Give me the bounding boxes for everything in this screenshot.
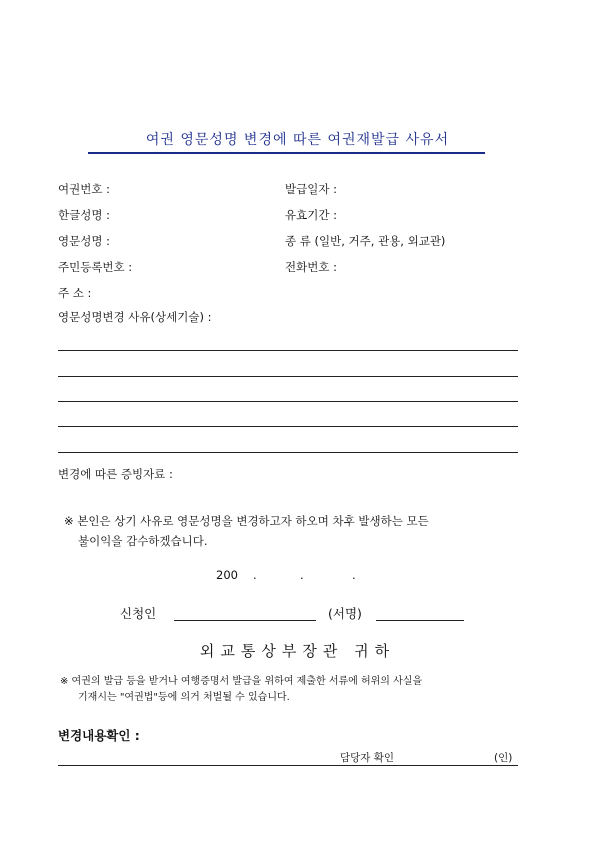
- signature-label: (서명): [328, 606, 362, 621]
- korean-name-label: 한글성명 :: [58, 208, 110, 222]
- pledge-line-2: 불이익을 감수하겠습니다.: [78, 534, 208, 548]
- officer-confirm-label: 담당자 확인: [340, 752, 395, 764]
- address-label: 주 소 :: [58, 286, 92, 300]
- expiry-label: 유효기간 :: [285, 208, 337, 222]
- warning-line-2: 기재시는 "여권법"등에 의거 처벌될 수 있습니다.: [78, 692, 290, 703]
- pledge-line-1: ※ 본인은 상기 사유로 영문성명을 변경하고자 하오며 차후 발생하는 모든: [64, 514, 429, 528]
- officer-seal-label: (인): [494, 752, 513, 764]
- confirm-line[interactable]: [58, 765, 518, 766]
- date-separator: .: [352, 568, 356, 582]
- change-confirm-label: 변경내용확인 :: [58, 728, 140, 743]
- passport-number-label: 여권번호 :: [58, 182, 110, 196]
- date-year: 200: [216, 568, 238, 582]
- change-reason-label: 영문성명변경 사유(상세기술) :: [58, 310, 212, 324]
- evidence-label: 변경에 따른 증빙자료 :: [58, 467, 173, 481]
- date-separator: .: [253, 568, 257, 582]
- issue-date-label: 발급일자 :: [285, 182, 337, 196]
- warning-line-1: ※ 여권의 발급 등을 받거나 여행증명서 발급을 위하여 제출한 서류에 허위의 사실을: [60, 676, 423, 687]
- recipient: 외교통상부장관 귀하: [199, 642, 396, 660]
- passport-type-label: 종 류 (일반, 거주, 관용, 외교관): [285, 234, 446, 248]
- applicant-label: 신청인: [120, 606, 157, 621]
- signature-line[interactable]: [376, 620, 464, 621]
- reason-line[interactable]: [58, 350, 518, 351]
- reason-line[interactable]: [58, 376, 518, 377]
- title-underline: [88, 152, 485, 154]
- english-name-label: 영문성명 :: [58, 234, 110, 248]
- date-separator: .: [300, 568, 304, 582]
- reason-line[interactable]: [58, 452, 518, 453]
- document-title: 여권 영문성명 변경에 따른 여권재발급 사유서: [145, 132, 450, 148]
- resident-number-label: 주민등록번호 :: [58, 260, 133, 274]
- applicant-name-line[interactable]: [174, 620, 316, 621]
- phone-label: 전화번호 :: [285, 260, 337, 274]
- reason-line[interactable]: [58, 426, 518, 427]
- reason-line[interactable]: [58, 401, 518, 402]
